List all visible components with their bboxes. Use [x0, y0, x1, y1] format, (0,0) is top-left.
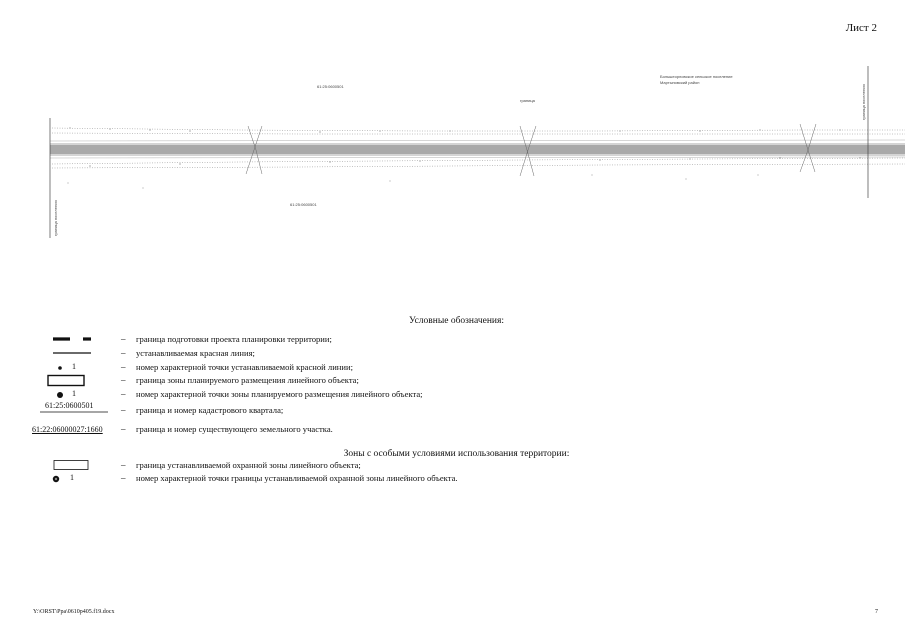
- cadastral-quarter-symbol: [18, 404, 126, 417]
- legend-dash: –: [121, 375, 126, 385]
- legend-item-land-plot: [0, 423, 905, 436]
- legend-dash: –: [121, 362, 126, 372]
- legend-point-number: 1: [72, 389, 76, 398]
- legend-item-placement-point: [0, 388, 905, 401]
- placement-zone-symbol: [18, 374, 126, 387]
- legend-point-number: 1: [72, 362, 76, 371]
- map-right-vertical-label: граница поселения: [861, 84, 866, 120]
- legend-text: граница зоны планируемого размещения линейного объекта;: [136, 375, 359, 385]
- legend-text: граница подготовки проекта планировки территории;: [136, 334, 332, 344]
- legend-dash: –: [121, 334, 126, 344]
- legend-dash: –: [121, 473, 126, 483]
- zones-title: Зоны с особыми условиями использования территории:: [343, 449, 570, 459]
- cadastral-quarter-number: 61:25:0600501: [45, 401, 94, 410]
- legend-item-placement-zone: [0, 374, 905, 387]
- page-number: 7: [875, 609, 878, 615]
- legend-dash: –: [121, 389, 126, 399]
- legend-text: устанавливаемая красная линия;: [136, 348, 255, 358]
- legend-dash: –: [121, 348, 126, 358]
- legend-item-planning-boundary: [0, 333, 905, 346]
- legend-item-red-line-point: [0, 361, 905, 374]
- footer-file-path: Y:\ORST\Ppa\0610p405.f19.docx: [33, 609, 115, 615]
- placement-zone-strip: [50, 145, 905, 154]
- zones-item-protected-zone: [0, 459, 905, 472]
- legend-text: граница устанавливаемой охранной зоны линейного объекта;: [136, 460, 361, 470]
- protected-zone-symbol: [18, 459, 126, 472]
- map-settlement-label-2: Мартыновский район: [660, 80, 700, 85]
- legend-text: номер характерной точки зоны планируемого размещения линейного объекта;: [136, 389, 423, 399]
- legend-point-number: 1: [70, 473, 74, 482]
- map-bottom-small-label: 61:25:0600501: [290, 202, 317, 207]
- map-left-vertical-label: граница поселения: [53, 200, 58, 236]
- land-plot-number: 61:22:06000027:1660: [32, 425, 103, 434]
- legend-text: граница и номер существующего земельного участка.: [136, 424, 333, 434]
- map-drawing: [0, 0, 905, 260]
- legend-text: номер характерной точки границы устанавливаемой охранной зоны линейного объекта.: [136, 473, 458, 483]
- map-quarter-label: 61:25:0600501: [317, 84, 344, 89]
- legend-text: граница и номер кадастрового квартала;: [136, 405, 284, 415]
- planning-boundary-symbol: [18, 333, 126, 346]
- legend-item-cadastral-quarter: [0, 401, 905, 417]
- legend-text: номер характерной точки устанавливаемой красной линии;: [136, 362, 353, 372]
- legend-title: Условные обозначения:: [408, 316, 504, 326]
- sheet-label: Лист 2: [845, 22, 877, 34]
- legend-dash: –: [121, 405, 126, 415]
- legend-dash: –: [121, 460, 126, 470]
- zones-item-protected-point: [0, 472, 905, 485]
- legend-dash: –: [121, 424, 126, 434]
- legend-item-red-line: [0, 347, 905, 360]
- red-line-symbol: [18, 347, 126, 360]
- map-top-small-label: граница: [520, 98, 535, 103]
- map-settlement-label-1: Большеорловское сельское поселение: [660, 74, 733, 79]
